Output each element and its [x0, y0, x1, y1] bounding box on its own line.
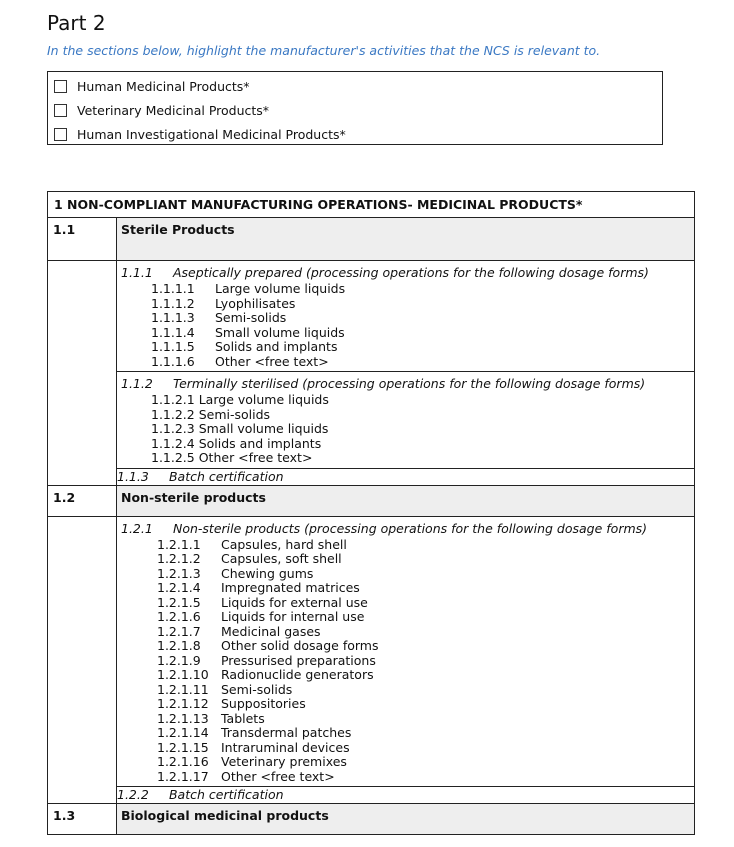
item-number: 1.1.1.3: [151, 310, 195, 325]
investigational-checkbox[interactable]: [54, 128, 67, 141]
human-checkbox[interactable]: [54, 80, 67, 93]
dosage-form-item[interactable]: [157, 668, 694, 683]
item-number: 1.1.2.3: [151, 421, 195, 436]
item-label: Other solid dosage forms: [220, 638, 379, 653]
item-number: 1.2.1.10: [157, 667, 209, 682]
page-title: Part 2: [47, 11, 106, 35]
item-number: 1.2.1.3: [157, 565, 201, 581]
dosage-form-item[interactable]: [157, 625, 694, 640]
item-number: 1.1.2.4: [151, 435, 195, 451]
dosage-form-item[interactable]: [157, 538, 694, 553]
item-number: 1.2.1.14: [157, 725, 209, 740]
batch-certification-122[interactable]: [117, 787, 695, 804]
item-number: 1.1.2.5: [151, 450, 195, 465]
section-number: 1.2: [48, 485, 117, 516]
batch-certification-111[interactable]: [117, 468, 695, 485]
item-number: 1.2.1.7: [157, 623, 201, 639]
item-label: Radionuclide generators: [220, 667, 374, 682]
item-number: 1.1.1.4: [151, 324, 195, 340]
item-label: Liquids for internal use: [220, 609, 365, 624]
subsection-title: Non-sterile products (processing operations for the following dosage forms): [172, 520, 648, 536]
dosage-form-item[interactable]: [157, 770, 694, 785]
section-spacer: [48, 261, 117, 486]
item-number: 1.2.1.13: [157, 710, 209, 726]
item-label: Small volume liquids: [214, 324, 345, 340]
dosage-form-item[interactable]: [151, 422, 694, 437]
operations-table: [47, 191, 695, 835]
subsection-non-sterile[interactable]: [117, 516, 695, 787]
item-label: Semi-solids: [220, 681, 293, 697]
subsection-terminal[interactable]: [117, 372, 695, 469]
section-title-non-sterile[interactable]: Non-sterile products: [117, 485, 695, 516]
item-label: Capsules, soft shell: [220, 551, 342, 566]
product-option-investigational[interactable]: [48, 122, 662, 146]
item-number: 1.2.1.4: [157, 580, 201, 595]
item-label: Small volume liquids: [198, 421, 329, 436]
section-title-biological[interactable]: Biological medicinal products: [117, 804, 695, 835]
item-number: 1.2.1.5: [157, 594, 201, 610]
subsection-title: Batch certification: [168, 787, 284, 802]
item-label: Suppositories: [220, 696, 306, 711]
item-label: Tablets: [220, 710, 265, 726]
product-option-label: Human Medicinal Products*: [77, 78, 250, 94]
dosage-form-item[interactable]: [157, 610, 694, 625]
item-label: Veterinary premixes: [220, 754, 347, 769]
dosage-form-item[interactable]: [151, 355, 694, 370]
item-number: 1.1.2.2: [151, 406, 195, 422]
dosage-form-list: [117, 282, 694, 371]
item-label: Other <free text>: [214, 353, 329, 369]
dosage-form-item[interactable]: [157, 639, 694, 654]
item-number: 1.2.1.17: [157, 768, 209, 784]
item-label: Large volume liquids: [198, 392, 329, 407]
dosage-form-item[interactable]: [151, 297, 694, 312]
item-number: 1.2.1.16: [157, 754, 209, 769]
dosage-form-item[interactable]: [157, 581, 694, 596]
dosage-form-item[interactable]: [157, 683, 694, 698]
dosage-form-item[interactable]: [151, 340, 694, 355]
dosage-form-item[interactable]: [157, 712, 694, 727]
item-number: 1.1.1.2: [151, 295, 195, 311]
dosage-form-list: [117, 538, 694, 787]
item-label: Impregnated matrices: [220, 580, 360, 595]
dosage-form-item[interactable]: [151, 326, 694, 341]
item-number: 1.1.1.5: [151, 339, 195, 354]
product-option-veterinary[interactable]: [48, 98, 662, 122]
product-type-selector: [47, 71, 663, 145]
section-number: 1.3: [48, 804, 117, 835]
dosage-form-item[interactable]: [157, 596, 694, 611]
dosage-form-item[interactable]: [151, 393, 694, 408]
item-label: Large volume liquids: [214, 281, 346, 296]
dosage-form-item[interactable]: [151, 437, 694, 452]
item-number: 1.1.2.1: [151, 392, 195, 407]
dosage-form-list: [117, 393, 694, 468]
item-label: Lyophilisates: [214, 295, 296, 311]
subsection-aseptic[interactable]: [117, 261, 695, 372]
subsection-number: 1.2.1: [121, 520, 153, 536]
item-label: Other <free text>: [220, 768, 335, 784]
section-spacer: [48, 516, 117, 804]
item-number: 1.2.1.2: [157, 551, 201, 566]
item-number: 1.1.1.1: [151, 281, 195, 296]
item-label: Semi-solids: [198, 406, 271, 422]
dosage-form-item[interactable]: [157, 726, 694, 741]
subsection-title: Aseptically prepared (processing operations for the following dosage forms): [172, 265, 649, 280]
subsection-number: 1.1.2: [121, 376, 153, 391]
item-label: Other <free text>: [198, 450, 313, 465]
item-label: Chewing gums: [220, 565, 314, 581]
subsection-title: Batch certification: [168, 468, 284, 484]
item-number: 1.2.1.8: [157, 638, 201, 653]
item-number: 1.2.1.1: [157, 536, 201, 552]
item-number: 1.2.1.15: [157, 739, 209, 755]
subsection-number: 1.1.3: [117, 468, 149, 484]
item-label: Capsules, hard shell: [220, 536, 347, 552]
subsection-title: Terminally sterilised (processing operations for the following dosage forms): [172, 376, 646, 391]
product-option-label: Veterinary Medicinal Products*: [77, 102, 270, 118]
item-label: Semi-solids: [214, 310, 287, 325]
product-option-human[interactable]: [48, 74, 662, 98]
subsection-number: 1.1.1: [121, 265, 153, 280]
item-number: 1.2.1.9: [157, 652, 201, 668]
item-label: Solids and implants: [214, 339, 338, 354]
item-label: Liquids for external use: [220, 594, 368, 610]
item-number: 1.2.1.6: [157, 609, 201, 624]
item-number: 1.1.1.6: [151, 353, 195, 369]
subsection-number: 1.2.2: [117, 787, 149, 802]
dosage-form-item[interactable]: [151, 451, 694, 466]
table-header: 1 NON-COMPLIANT MANUFACTURING OPERATIONS- MEDICINAL PRODUCTS*: [48, 192, 695, 218]
dosage-form-item[interactable]: [157, 654, 694, 669]
item-label: Solids and implants: [198, 435, 322, 451]
item-number: 1.2.1.11: [157, 681, 209, 697]
section-title-sterile[interactable]: Sterile Products: [117, 218, 695, 261]
item-label: Intraruminal devices: [220, 739, 350, 755]
dosage-form-item[interactable]: [157, 552, 694, 567]
dosage-form-item[interactable]: [157, 567, 694, 582]
item-number: 1.2.1.12: [157, 696, 209, 711]
dosage-form-item[interactable]: [157, 755, 694, 770]
item-label: Medicinal gases: [220, 623, 321, 639]
instructions-text: In the sections below, highlight the manufacturer's activities that the NCS is relevant to.: [47, 43, 601, 58]
dosage-form-item[interactable]: [151, 408, 694, 423]
dosage-form-item[interactable]: [157, 697, 694, 712]
dosage-form-item[interactable]: [151, 311, 694, 326]
veterinary-checkbox[interactable]: [54, 104, 67, 117]
dosage-form-item[interactable]: [157, 741, 694, 756]
item-label: Pressurised preparations: [220, 652, 376, 668]
product-option-label: Human Investigational Medicinal Products*: [77, 126, 346, 142]
item-label: Transdermal patches: [220, 725, 352, 740]
dosage-form-item[interactable]: [151, 282, 694, 297]
section-number: 1.1: [48, 218, 117, 261]
